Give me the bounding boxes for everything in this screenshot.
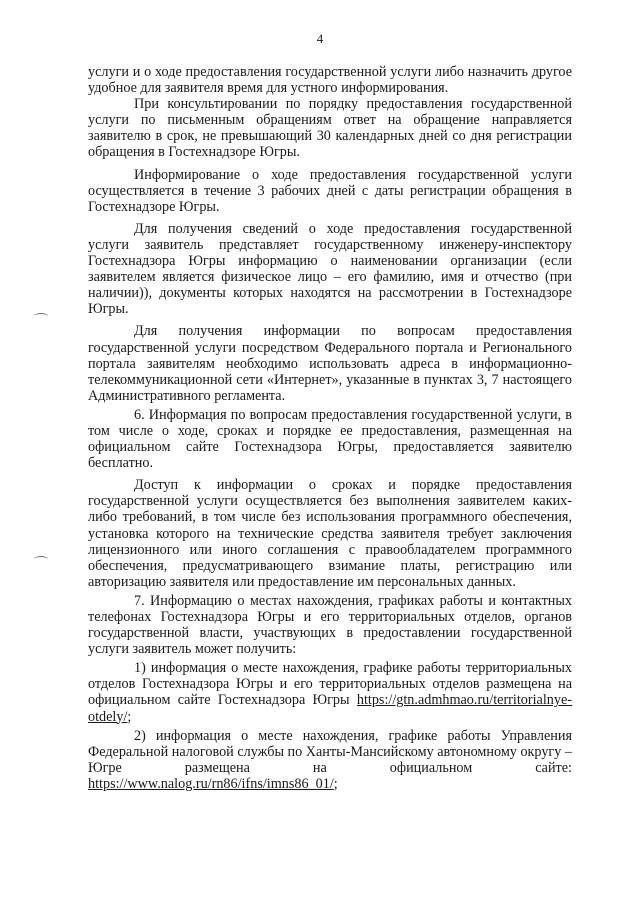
document-body — [88, 64, 572, 792]
paragraph: Информирование о ходе предоставления государственной услуги осуществляется в течение 3 рабочих дней с даты регистрации обращения в Гостехнадзоре Югры. — [88, 166, 572, 215]
paragraph: Доступ к информации о сроках и порядке предоставления государственной услуги осуществляется без выполнения заявителем каких-либо требований, в том числе без использования программного обеспечения, установка которого на технические средства заявителя требует заключения лицензионного или иного соглашения с правообладателем программного обеспечения, предусматривающего взимание платы, регистрацию или авторизацию заявителя или предоставление им персональных данных. — [88, 477, 572, 590]
gtn-territorial-link[interactable]: https://gtn.admhmao.ru/territorialnye-otdely/ — [88, 692, 572, 725]
list-item-end: ; — [127, 708, 132, 725]
margin-mark — [34, 556, 48, 563]
list-item — [88, 660, 572, 724]
list-item — [88, 728, 572, 792]
paragraph: Для получения сведений о ходе предоставления государственной услуги заявитель представляет государственному инженеру-инспектору Гостехнадзора Югры информацию о наименовании организации (если заявителем является физическое лицо – его фамилию, имя и отчество (при наличии)), документы которых находятся на рассмотрении в Гостехнадзоре Югры. — [88, 220, 572, 318]
nalog-link[interactable]: https://www.nalog.ru/rn86/ifns/imns86_01/ — [88, 775, 334, 792]
paragraph: 7. Информацию о местах нахождения, графиках работы и контактных телефонах Гостехнадзора Югры и его территориальных отделов, органов государственной власти, участвующих в предоставлении государственной услуги заявитель может получить: — [88, 592, 572, 658]
paragraph: услуги и о ходе предоставления государственной услуги либо назначить другое удобное для заявителя время для устного информирования. — [88, 64, 572, 97]
list-item-text: 2) информация о месте нахождения, графике работы Управления Федеральной налоговой службы по Ханты-Мансийскому автономному округу – Югре размещена на официальном сайте: — [88, 727, 572, 776]
paragraph: Для получения информации по вопросам предоставления государственной услуги посредством Федерального портала и Регионального портала заявителям необходимо использовать адреса в информационно-телекоммуникационной сети «Интернет», указанные в пунктах 3, 7 настоящего Административного регламента. — [88, 323, 572, 404]
paragraph: 6. Информация по вопросам предоставления государственной услуги, в том числе о ходе, сроках и порядке ее предоставления, размещенная на официальном сайте Гостехнадзора Югры, предоставляется заявителю бесплатно. — [88, 406, 572, 472]
margin-mark — [34, 313, 48, 320]
paragraph: При консультировании по порядку предоставления государственной услуги по письменным обращениям ответ на обращение направляется заявителю в срок, не превышающий 30 календарных дней со дня регистрации обращения в Гостехнадзоре Югры. — [88, 96, 572, 161]
list-item-end: ; — [333, 775, 338, 792]
page-number: 4 — [316, 31, 324, 46]
list-item-text: 1) информация о месте нахождения, графике работы территориальных отделов Гостехнадзора Югры и его территориальных отделов размещена на официальном сайте Гостехнадзора Югры — [88, 660, 572, 709]
